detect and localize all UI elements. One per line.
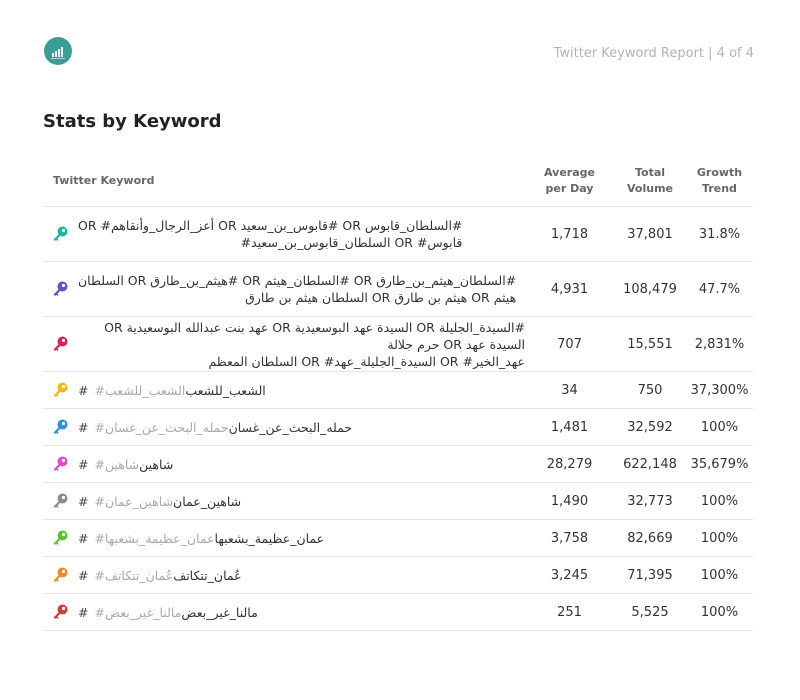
- average-per-day-cell: 4,931: [525, 262, 614, 317]
- page-title: Stats by Keyword: [43, 111, 222, 132]
- keyword-hashtag: عمان_عظيمة_بشعبها#: [94, 530, 215, 546]
- table-row: [43, 317, 753, 372]
- keyword-text: [78, 457, 173, 472]
- key-icon: [51, 492, 69, 510]
- hash-symbol: #: [78, 530, 89, 546]
- growth-trend-cell: 100%: [686, 409, 753, 446]
- keyword-hashtag: شاهين#: [94, 456, 140, 472]
- growth-trend-cell: 2,831%: [686, 317, 753, 372]
- table-row: [43, 557, 753, 594]
- column-header-average: [525, 155, 614, 207]
- keyword-cell: [43, 483, 525, 520]
- total-volume-cell: 5,525: [614, 594, 686, 631]
- table-body: [43, 207, 753, 631]
- keyword-hashtag: حمله_البحث_عن_غسان#: [94, 419, 229, 435]
- keyword-cell: [43, 594, 525, 631]
- column-header-total: [614, 155, 686, 207]
- keyword-text: [78, 568, 242, 583]
- keyword-text: [78, 605, 258, 620]
- keyword-cell: [43, 372, 525, 409]
- total-volume-cell: 15,551: [614, 317, 686, 372]
- growth-trend-cell: 100%: [686, 594, 753, 631]
- keyword-text: [78, 217, 462, 251]
- column-header-average-line1: Average: [544, 165, 595, 179]
- hash-symbol: #: [78, 456, 89, 472]
- growth-trend-cell: 100%: [686, 520, 753, 557]
- average-per-day-cell: 1,490: [525, 483, 614, 520]
- average-per-day-cell: 28,279: [525, 446, 614, 483]
- average-per-day-cell: 3,245: [525, 557, 614, 594]
- key-icon: [51, 335, 69, 353]
- growth-trend-cell: 100%: [686, 483, 753, 520]
- key-icon: [51, 225, 69, 243]
- key-icon: [51, 381, 69, 399]
- total-volume-cell: 71,395: [614, 557, 686, 594]
- keyword-hashtag: شاهين_عمان#: [94, 493, 174, 509]
- table-row: [43, 207, 753, 262]
- table-row: [43, 483, 753, 520]
- keyword-line-1: #السلطان_هيثم_بن_طارق OR #السلطان_هيثم OR #هيثم_بن_طارق OR السلطان: [78, 273, 517, 288]
- key-icon: [51, 566, 69, 584]
- table-row: [43, 409, 753, 446]
- column-header-growth-line1: Growth: [696, 165, 743, 179]
- key-icon: [51, 418, 69, 436]
- key-icon: [51, 529, 69, 547]
- growth-trend-cell: 47.7%: [686, 262, 753, 317]
- average-per-day-cell: 3,758: [525, 520, 614, 557]
- keyword-term: مالنا_غير_بعض: [181, 604, 258, 620]
- bar-chart-icon: [44, 37, 72, 65]
- total-volume-cell: 37,801: [614, 207, 686, 262]
- total-volume-cell: 750: [614, 372, 686, 409]
- column-header-keyword: Twitter Keyword: [43, 155, 525, 207]
- keyword-stats-table: [43, 155, 753, 631]
- keyword-hashtag: مالنا_غير_بعض#: [94, 604, 182, 620]
- keyword-text: [78, 420, 352, 435]
- hash-symbol: #: [78, 382, 89, 398]
- keyword-cell: [43, 520, 525, 557]
- keyword-term: حمله_البحث_عن_غسان: [228, 419, 353, 435]
- total-volume-cell: 32,773: [614, 483, 686, 520]
- average-per-day-cell: 1,481: [525, 409, 614, 446]
- keyword-line-2: هيثم OR هيثم بن طارق OR السلطان هيثم بن طارق: [245, 290, 517, 305]
- average-per-day-cell: 1,718: [525, 207, 614, 262]
- total-volume-cell: 622,148: [614, 446, 686, 483]
- key-icon: [51, 603, 69, 621]
- keyword-cell: [43, 207, 525, 262]
- average-per-day-cell: 707: [525, 317, 614, 372]
- total-volume-cell: 108,479: [614, 262, 686, 317]
- column-header-growth-line2: Trend: [702, 181, 737, 195]
- keyword-line-2: قابوس# OR السلطان_قابوس_بن_سعيد#: [240, 235, 463, 250]
- hash-symbol: #: [78, 419, 89, 435]
- column-header-total-line1: Total: [634, 165, 666, 179]
- column-header-growth: [686, 155, 753, 207]
- growth-trend-cell: 31.8%: [686, 207, 753, 262]
- table-row: [43, 520, 753, 557]
- table-row: [43, 372, 753, 409]
- keyword-cell: [43, 317, 525, 372]
- keyword-line-1: #السلطان_قابوس OR #قابوس_بن_سعيد OR أعز_الرجال_وأنقاهم# OR: [78, 218, 463, 233]
- table-row: [43, 446, 753, 483]
- hash-symbol: #: [78, 493, 89, 509]
- keyword-line-1: #السيدة_الجليلة OR السيدة عهد البوسعيدية OR عهد بنت عبدالله البوسعيدية OR السيدة عهد OR حرم جلالة: [104, 319, 525, 352]
- key-icon: [51, 280, 69, 298]
- keyword-text: [78, 531, 324, 546]
- average-per-day-cell: 251: [525, 594, 614, 631]
- keyword-text: [78, 383, 266, 398]
- total-volume-cell: 32,592: [614, 409, 686, 446]
- keyword-term: شاهين_عمان: [173, 493, 242, 509]
- keyword-cell: [43, 557, 525, 594]
- keyword-text: [78, 319, 525, 370]
- keyword-cell: [43, 446, 525, 483]
- keyword-cell: [43, 262, 525, 317]
- keyword-term: شاهين: [139, 456, 174, 472]
- average-per-day-cell: 34: [525, 372, 614, 409]
- table-row: [43, 594, 753, 631]
- key-icon: [51, 455, 69, 473]
- logo: [44, 37, 72, 65]
- growth-trend-cell: 100%: [686, 557, 753, 594]
- keyword-cell: [43, 409, 525, 446]
- report-label: Twitter Keyword Report | 4 of 4: [553, 46, 754, 61]
- keyword-term: عمان_عظيمة_بشعبها: [214, 530, 325, 546]
- keyword-hashtag: عُمان_تتكاتف#: [94, 567, 174, 583]
- keyword-text: [78, 272, 516, 306]
- keyword-term: الشعب_للشعب: [185, 382, 266, 398]
- keyword-term: عُمان_تتكاتف: [173, 567, 242, 583]
- growth-trend-cell: 35,679%: [686, 446, 753, 483]
- column-header-average-line2: per Day: [545, 181, 594, 195]
- table-header-row: [43, 155, 753, 207]
- table-row: [43, 262, 753, 317]
- growth-trend-cell: 37,300%: [686, 372, 753, 409]
- keyword-text: [78, 494, 241, 509]
- hash-symbol: #: [78, 567, 89, 583]
- total-volume-cell: 82,669: [614, 520, 686, 557]
- hash-symbol: #: [78, 604, 89, 620]
- keyword-hashtag: الشعب_للشعب#: [94, 382, 186, 398]
- keyword-line-2: عهد_الخير# OR السيدة_الجليلة_عهد# OR السلطان المعظم: [208, 353, 525, 369]
- column-header-total-line2: Volume: [627, 181, 673, 195]
